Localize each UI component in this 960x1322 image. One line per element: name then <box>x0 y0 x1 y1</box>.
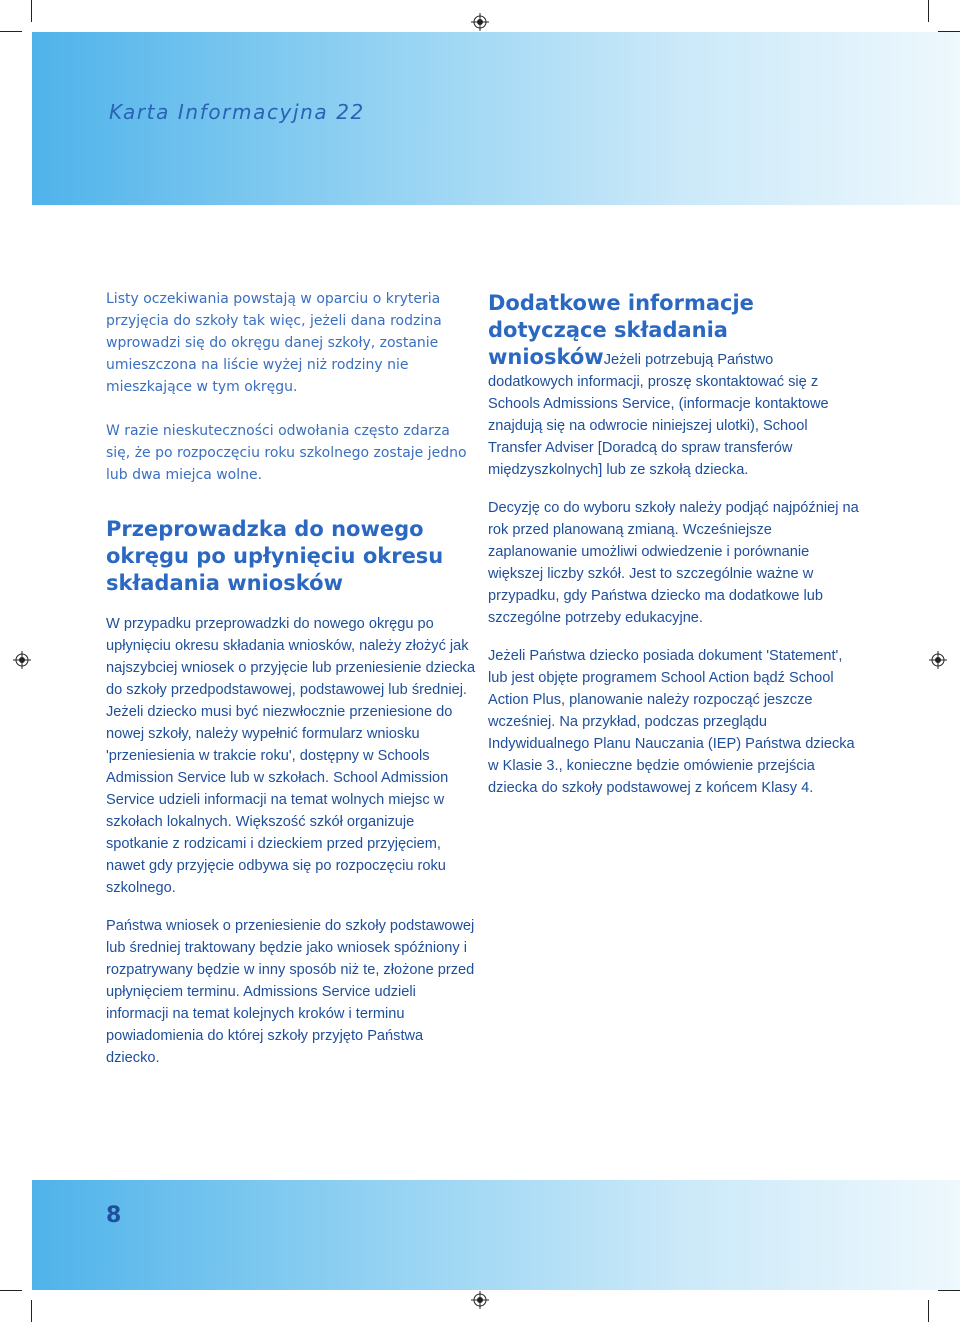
appeal-paragraph: W razie nieskuteczności odwołania często zdarza się, że po rozpoczęciu roku szkolnego zostaje jedno lub dwa miejca wolne. <box>106 423 467 483</box>
page-number: 8 <box>106 1203 122 1228</box>
left-column <box>106 288 476 1069</box>
crop-mark <box>928 0 929 22</box>
statement-paragraph: Jeżeli Państwa dziecko posiada dokument 'Statement', lub jest objęte programem School Action bądź School Action Plus, planowanie należy rozpocząć jeszcze wcześniej. Na przykład, podczas przeglądu Indywidualnego Planu Nauczania (IEP) Państwa dziecka w Klasie 3., konieczne będzie omówienie przejścia dziecka do szkoły podstawowej z końcem Klasy 4. <box>488 648 855 796</box>
crop-mark <box>31 1300 32 1322</box>
moving-paragraph: W przypadku przeprowadzki do nowego okręgu po upłynięciu okresu składania wniosków, należy złożyć jak najszybciej wniosek o przyjęcie lub przeniesienie dziecka do szkoły przedpodstawowej, podstawowej lub średniej. Jeżeli dziecko musi być niezwłocznie przeniesione do nowej szkoły, należy wypełnić formularz wniosku 'przeniesienia w trakcie roku', dostępny w Schools Admission Service lub w szkołach. School Admission Service udzieli informacji na temat wolnych miejsc w szkołach lokalnych. Większość szkół organizuje spotkanie z rodzicami i dzieckiem przed przyjęciem, nawet gdy przyjęcie odbywa się po rozpoczęciu roku szkolnego. <box>106 616 476 896</box>
additional-info-text: Jeżeli potrzebują Państwo dodatkowych informacji, proszę skontaktować się z Schools Admissions Service, (informacje kontaktowe znajdują się na odwrocie niniejszej ulotki), School Transfer Adviser [Doradcą do spraw transferów międzyszkolnych] lub ze szkołą dziecka. <box>488 352 829 478</box>
right-column <box>488 288 860 799</box>
registration-mark-icon <box>929 651 947 669</box>
registration-mark-icon <box>13 651 31 669</box>
page-title: Karta Informacyjna 22 <box>109 100 365 124</box>
waiting-list-paragraph: Listy oczekiwania powstają w oparciu o kryteria przyjęcia do szkoły tak więc, jeżeli dana rodzina wprowadzi się do okręgu danej szkoły, zostanie umieszczona na liście wyżej niż rodziny nie mieszkające w tym okręgu. <box>106 291 442 395</box>
footer-band <box>32 1180 960 1290</box>
crop-mark <box>0 31 22 32</box>
crop-mark <box>31 0 32 22</box>
registration-mark-icon <box>471 1291 489 1309</box>
crop-mark <box>938 1290 960 1291</box>
decision-paragraph: Decyzję co do wyboru szkoły należy podjąć najpóźniej na rok przed planowaną zmianą. Wcześniejsze zaplanowanie umożliwi odwiedzenie i porównanie większej liczby szkół. Jest to szczególnie ważne w przypadku, gdy Państwa dziecko ma dodatkowe lub szczególne potrzeby edukacyjne. <box>488 500 859 626</box>
section-heading-additional-info: Dodatkowe informacje dotyczące składania wniosków <box>488 291 754 369</box>
crop-mark <box>928 1300 929 1322</box>
additional-info-paragraph <box>488 290 860 481</box>
crop-mark <box>0 1290 22 1291</box>
section-heading-moving: Przeprowadzka do nowego okręgu po upłynięciu okresu składania wniosków <box>106 517 444 595</box>
late-application-paragraph: Państwa wniosek o przeniesienie do szkoły podstawowej lub średniej traktowany będzie jako wniosek spóźniony i rozpatrywany będzie w inny sposób niż te, złożone przed upłynięciem terminu. Admissions Service udzieli informacji na temat kolejnych kroków i terminu powiadomienia do której szkoły przyjęto Państwa dziecko. <box>106 918 475 1066</box>
registration-mark-icon <box>471 13 489 31</box>
